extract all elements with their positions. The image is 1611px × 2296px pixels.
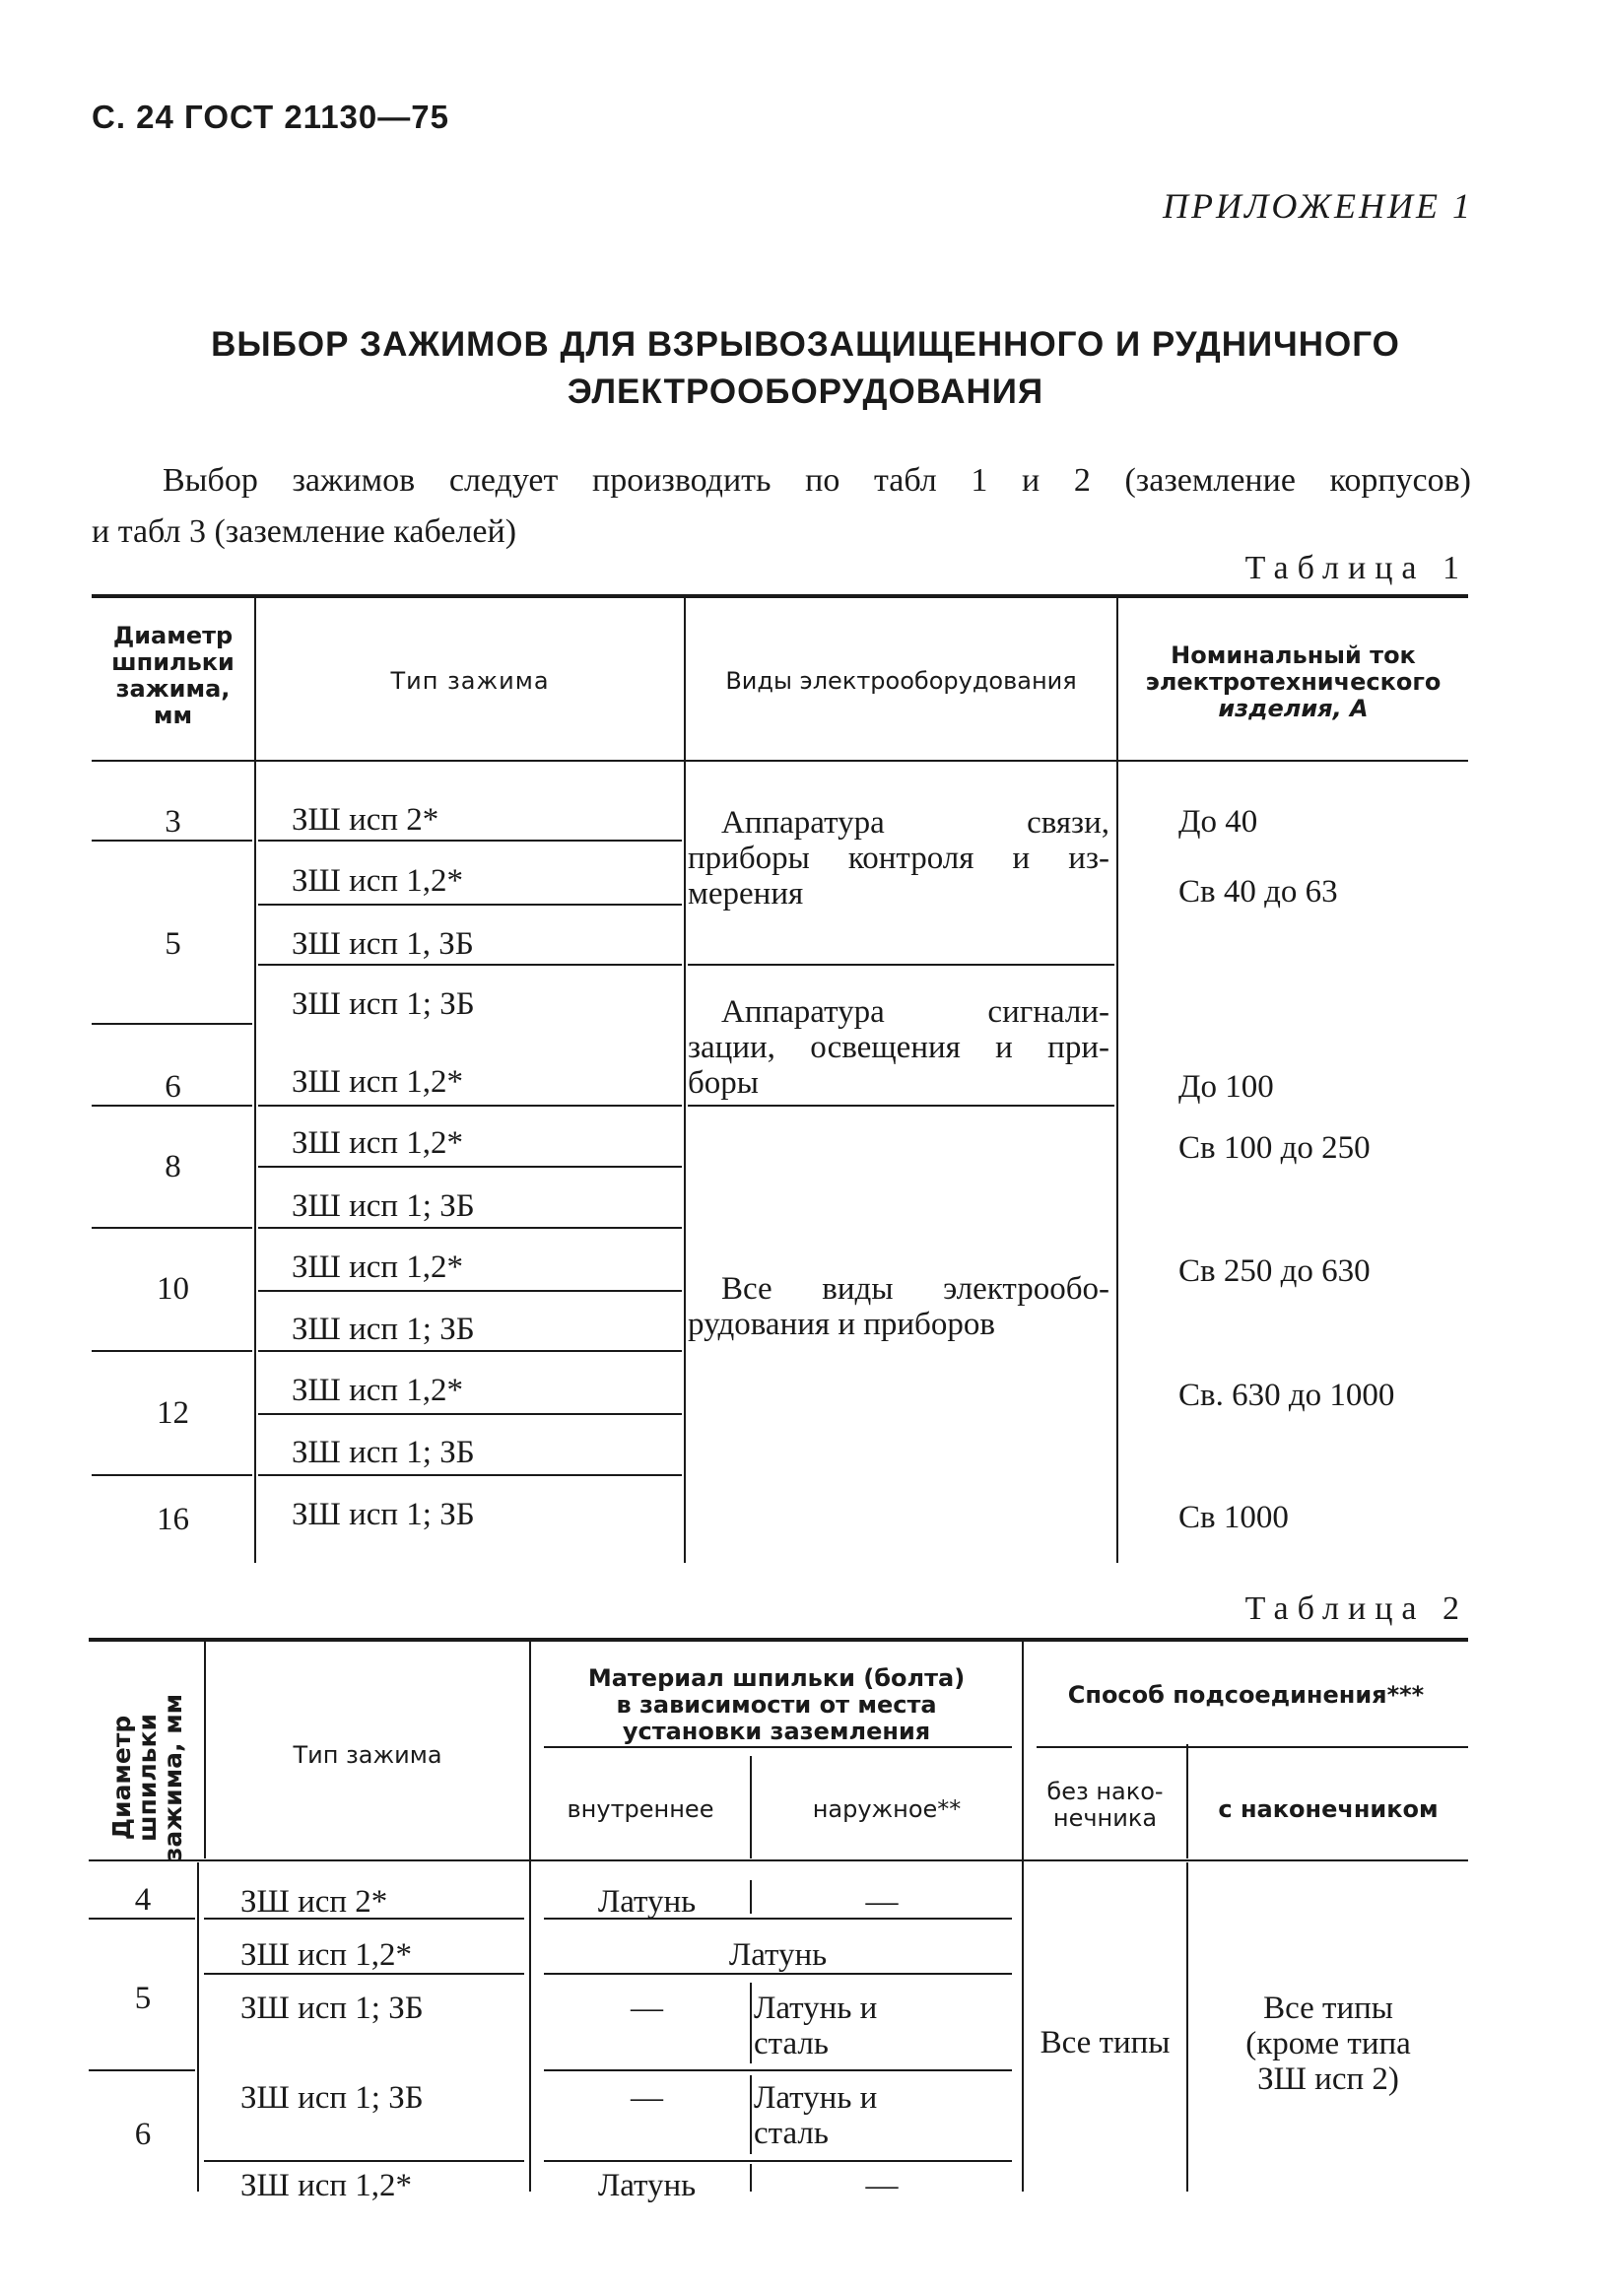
t1-kind-line: рудования и приборов	[688, 1307, 995, 1342]
t2-header-diameter-l1: Диаметр	[107, 1715, 136, 1841]
t1-header-current	[1118, 642, 1468, 722]
t1-type: ЗШ исп 1,2*	[292, 1064, 464, 1100]
t2-diam-rule	[89, 2069, 195, 2071]
t2-material-rule	[544, 2069, 1012, 2071]
t2-inner: —	[631, 1991, 663, 2026]
t1-type: ЗШ исп 1; ЗБ	[292, 1497, 475, 1532]
t1-kind-line: боры	[688, 1065, 759, 1101]
t1-type: ЗШ исп 1,2*	[292, 1249, 464, 1285]
t2-outer: —	[865, 1884, 899, 1920]
t1-current: Св 1000	[1178, 1500, 1289, 1535]
t1-type-rule	[258, 1413, 682, 1415]
t2-type: ЗШ исп 1,2*	[240, 1937, 413, 1973]
t1-diameter: 6	[165, 1069, 181, 1105]
t2-inner: —	[631, 2080, 663, 2116]
intro-paragraph-line1: Выбор зажимов следует производить по табл 1 и 2 (заземление корпусов)	[163, 462, 1471, 499]
t1-type: ЗШ исп 1; ЗБ	[292, 986, 475, 1022]
t2-header-diameter-l3: зажима, мм	[159, 1693, 187, 1862]
t2-type: ЗШ исп 2*	[240, 1884, 388, 1920]
t1-current: До 100	[1178, 1069, 1274, 1105]
t1-kind-line: Аппаратура сигнали-	[721, 994, 1109, 1030]
t2-header-no-lug	[1024, 1779, 1186, 1832]
t1-header-current-l3: изделия, А	[1218, 695, 1369, 722]
t1-diameter: 5	[165, 926, 181, 962]
table2-header-rule	[89, 1859, 1468, 1861]
t1-kind-line: зации, освещения и при-	[688, 1030, 1109, 1065]
t1-diameter: 10	[157, 1271, 189, 1307]
t1-type: ЗШ исп 1,2*	[292, 1373, 464, 1408]
t1-type: ЗШ исп 1; ЗБ	[292, 1312, 475, 1347]
t2-header-type: Тип зажима	[293, 1741, 442, 1769]
t2-no-lug-value: Все типы	[1040, 2025, 1171, 2060]
t1-type: ЗШ исп 2*	[292, 802, 439, 838]
t1-type-rule	[258, 904, 682, 906]
t2-brass-both: Латунь	[728, 1937, 828, 1973]
t1-diam-rule	[92, 1227, 252, 1229]
t1-header-type: Тип зажима	[390, 667, 550, 695]
t1-current: Св 100 до 250	[1178, 1130, 1371, 1166]
table2-top-rule	[89, 1638, 1468, 1642]
table1-header-rule	[92, 760, 1468, 762]
t2-diam-rule	[89, 1918, 195, 1920]
t1-diam-rule	[92, 1474, 252, 1476]
t1-type-rule	[258, 964, 682, 966]
table1-caption: Таблица 1	[1244, 550, 1468, 586]
t2-header-material-l1: Материал шпильки (болта)	[587, 1664, 966, 1692]
t1-current: Св 40 до 63	[1178, 874, 1338, 910]
t2-header-no-lug-l2: нечника	[1052, 1804, 1158, 1832]
t1-kind-group-3	[688, 1271, 1109, 1342]
t1-type-rule	[258, 1350, 682, 1352]
t2-inner: Латунь	[597, 2168, 697, 2203]
t1-header-diameter	[92, 623, 254, 729]
t2-inner: Латунь	[597, 1884, 697, 1920]
t1-type: ЗШ исп 1; ЗБ	[292, 1435, 475, 1470]
t1-diameter: 3	[165, 804, 181, 840]
table1-col-divider-2	[684, 597, 686, 1563]
t2-type: ЗШ исп 1,2*	[240, 2168, 413, 2203]
t2-material-divider	[750, 1983, 752, 2063]
t1-kinds-rule	[688, 964, 1114, 966]
t1-diameter: 12	[157, 1395, 189, 1431]
t1-type-rule	[258, 1290, 682, 1292]
t2-material-rule	[544, 1973, 1012, 1975]
t1-header-kinds: Виды электрооборудования	[725, 667, 1077, 695]
t1-type: ЗШ исп 1; ЗБ	[292, 1188, 475, 1224]
table2-caption: Таблица 2	[1244, 1590, 1468, 1627]
t2-material-rule	[544, 2160, 1012, 2162]
t1-current: Св. 630 до 1000	[1178, 1378, 1395, 1413]
t2-with-lug-line: Все типы	[1263, 1991, 1393, 2026]
t2-type-rule	[204, 1973, 524, 1975]
t1-kind-line: Все виды электрообо-	[721, 1271, 1109, 1307]
t1-diameter: 16	[157, 1502, 189, 1537]
t1-kind-line: мерения	[688, 876, 804, 912]
t2-material-subrule	[544, 1746, 1012, 1748]
t2-header-diameter-l2: шпильки	[133, 1714, 162, 1842]
t1-type: ЗШ исп 1,2*	[292, 1125, 464, 1161]
t2-col-divider	[197, 1862, 199, 2192]
t2-header-material-l3: установки заземления	[622, 1718, 931, 1745]
t1-kind-line: Аппаратура связи,	[721, 805, 1109, 841]
intro-paragraph-line2: и табл 3 (заземление кабелей)	[92, 513, 517, 550]
t2-outer: Латунь и сталь	[754, 1991, 878, 2061]
t2-with-lug-value	[1188, 1991, 1468, 2097]
t1-type-rule	[258, 1166, 682, 1168]
document-title-line1: ВЫБОР ЗАЖИМОВ ДЛЯ ВЗРЫВОЗАЩИЩЕННОГО И РУДНИЧНОГО	[211, 325, 1400, 364]
t1-diam-rule	[92, 840, 252, 842]
t2-with-lug-line: (кроме типа	[1245, 2026, 1411, 2061]
table1-col-divider-3	[1116, 597, 1118, 1563]
t1-type-rule	[258, 1105, 682, 1107]
t2-header-diameter	[109, 1659, 186, 1896]
t2-diameter: 6	[134, 2117, 152, 2152]
t1-type-rule	[258, 1474, 682, 1476]
t1-header-diameter-l4: мм	[153, 702, 193, 729]
t2-header-connection: Способ подсоединения***	[1067, 1681, 1425, 1709]
table1-col-divider-1	[254, 597, 256, 1563]
t1-diam-rule	[92, 1023, 252, 1025]
t1-header-current-l1: Номинальный ток	[1171, 642, 1416, 669]
t1-diameter: 8	[165, 1149, 181, 1184]
t2-type: ЗШ исп 1; ЗБ	[240, 1991, 424, 2026]
t1-kind-group-1	[688, 805, 1109, 912]
t1-current: Св 250 до 630	[1178, 1253, 1371, 1289]
page-header: С. 24 ГОСТ 21130—75	[92, 99, 449, 135]
t1-current: До 40	[1178, 804, 1258, 840]
t2-diameter: 5	[134, 1981, 152, 2016]
t2-diameter: 4	[134, 1882, 152, 1918]
t2-connection-subrule	[1037, 1746, 1468, 1748]
t2-header-no-lug-l1: без нако-	[1046, 1778, 1164, 1805]
t1-type-rule	[258, 1227, 682, 1229]
t2-outer: —	[865, 2168, 899, 2203]
t2-type-rule	[204, 2160, 524, 2162]
t2-header-with-lug: с наконечником	[1218, 1795, 1439, 1823]
t1-type: ЗШ исп 1, ЗБ	[292, 926, 474, 962]
t1-type-rule	[258, 840, 682, 842]
t1-diam-rule	[92, 1105, 252, 1107]
t2-with-lug-line: ЗШ исп 2)	[1257, 2061, 1399, 2097]
t1-kind-line: приборы контроля и из-	[688, 841, 1109, 876]
t1-diam-rule	[92, 1350, 252, 1352]
t2-header-material-l2: в зависимости от места	[616, 1691, 937, 1719]
t2-header-material	[531, 1665, 1022, 1745]
document-title-line2: ЭЛЕКТРООБОРУДОВАНИЯ	[567, 372, 1044, 411]
t1-header-diameter-l1: Диаметр	[112, 622, 234, 649]
table1-top-rule	[92, 594, 1468, 598]
t1-header-current-l2: электротехнического	[1145, 668, 1442, 696]
t2-outer: Латунь и сталь	[754, 2080, 878, 2151]
appendix-label: ПРИЛОЖЕНИЕ 1	[1163, 186, 1473, 226]
t1-header-diameter-l2: шпильки	[111, 648, 235, 676]
t1-header-diameter-l3: зажима,	[115, 675, 231, 703]
t2-col-divider	[1022, 1642, 1024, 2192]
t2-header-inner: внутреннее	[567, 1795, 714, 1823]
t1-type: ЗШ исп 1,2*	[292, 863, 464, 899]
t2-type: ЗШ исп 1; ЗБ	[240, 2080, 424, 2116]
t2-header-outer: наружное**	[812, 1795, 962, 1823]
t1-kinds-rule	[688, 1105, 1114, 1107]
t2-material-divider	[750, 2075, 752, 2154]
t1-kind-group-2	[688, 994, 1109, 1101]
